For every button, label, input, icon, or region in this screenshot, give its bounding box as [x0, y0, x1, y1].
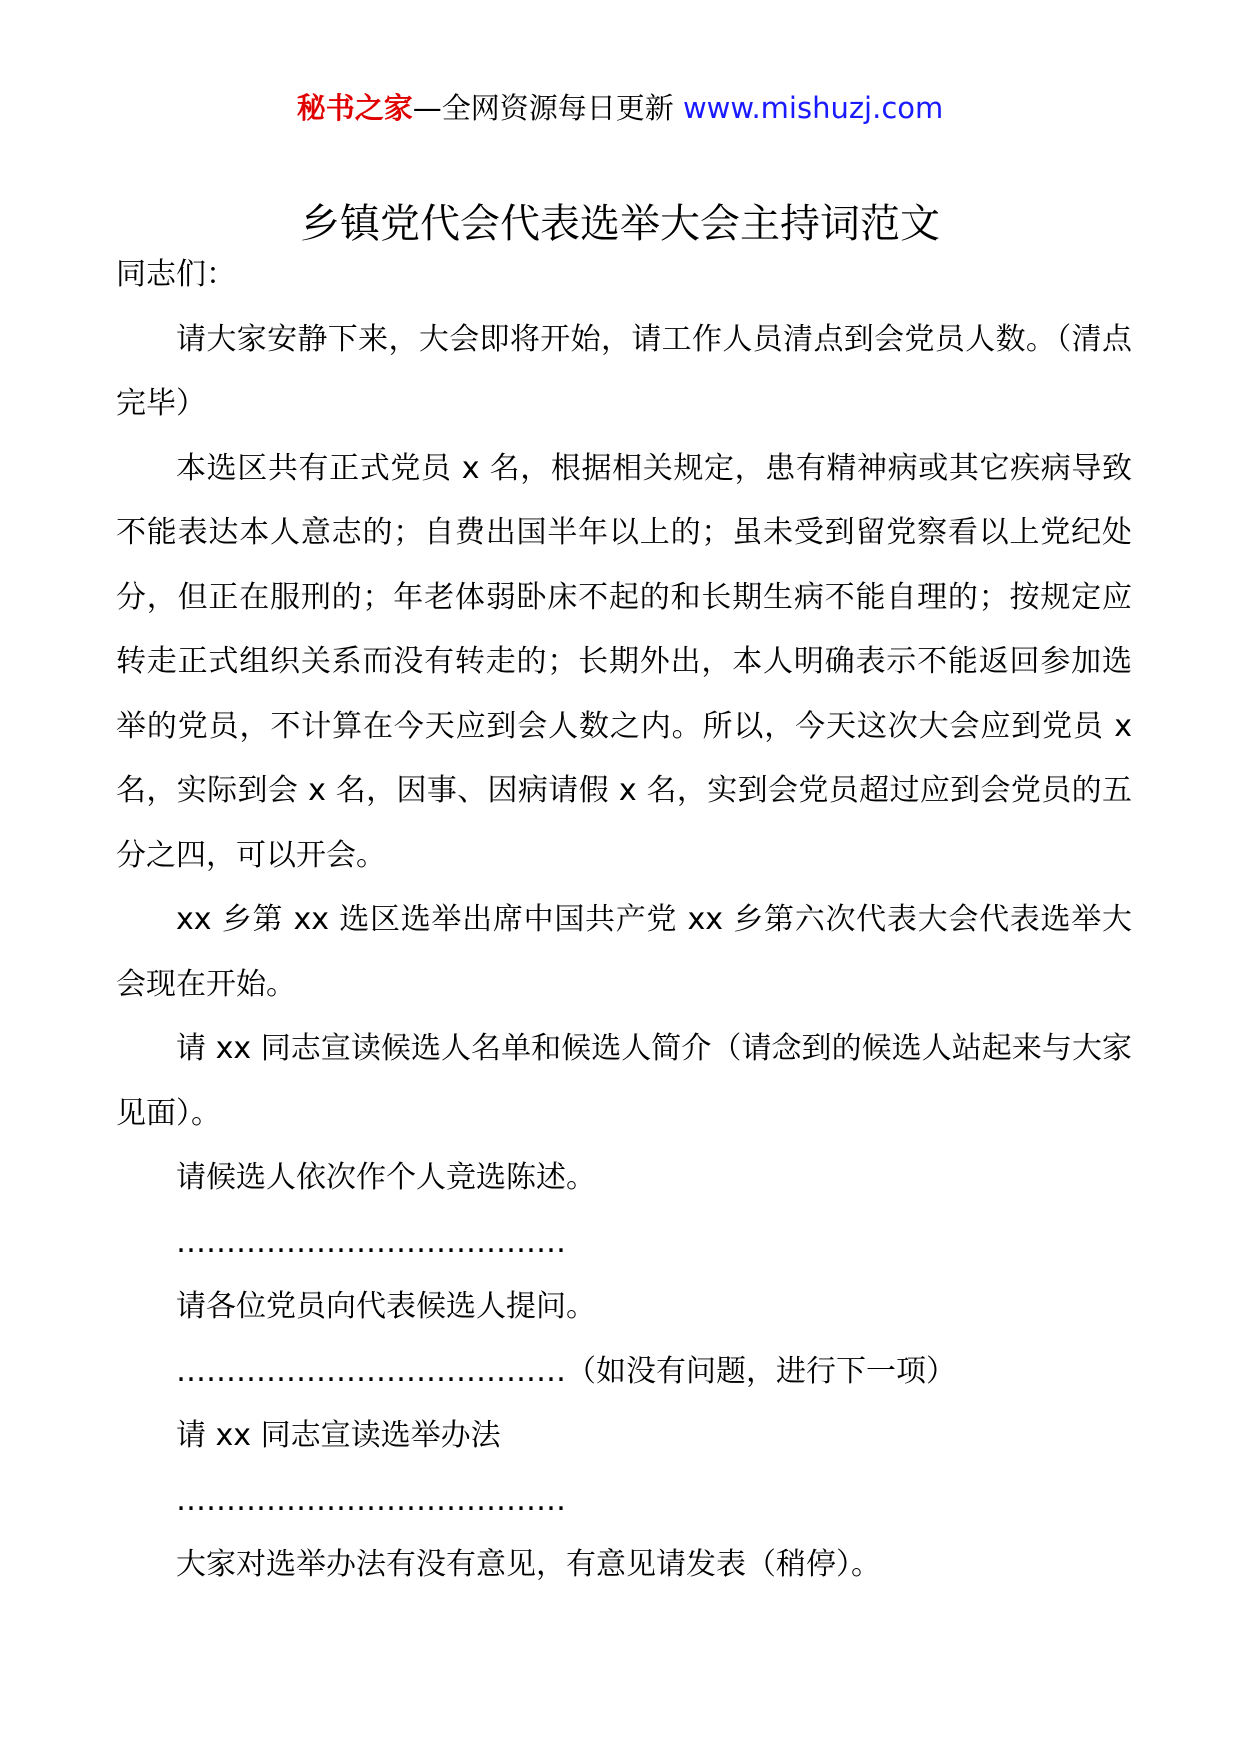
paragraph: 本选区共有正式党员 x 名，根据相关规定，患有精神病或其它疾病导致不能表达本人意志的；自费出国半年以上的；虽未受到留党察看以上党纪处分，但正在服刑的；年老体弱卧床不起的和长期生病不能自理的；按规定应转走正式组织关系而没有转走的；长期外出，本人明确表示不能返回参加选举的党员，不计算在今天应到会人数之内。所以，今天这次大会应到党员 x 名，实际到会 x 名，因事、因病请假 x 名，实到会党员超过应到会党员的五分之四，可以开会。: [116, 450, 1132, 873]
ellipsis-line: …………………………………: [176, 1482, 566, 1518]
site-header: [0, 88, 1240, 128]
ellipsis-line: …………………………………: [176, 1224, 566, 1260]
site-tagline: —全网资源每日更新: [412, 91, 683, 125]
paragraph: 请 xx 同志宣读选举办法: [176, 1418, 501, 1453]
brand-name: 秘书之家: [296, 91, 413, 125]
ellipsis-line: …………………………………（如没有问题，进行下一项）: [176, 1353, 956, 1389]
paragraph: 请 xx 同志宣读候选人名单和候选人简介（请念到的候选人站起来与大家见面）。: [116, 1031, 1132, 1131]
paragraph: 请大家安静下来，大会即将开始，请工作人员清点到会党员人数。（清点完毕）: [116, 321, 1132, 421]
paragraph: 请候选人依次作个人竞选陈述。: [176, 1160, 596, 1195]
salutation: 同志们：: [116, 257, 236, 292]
document-title: 乡镇党代会代表选举大会主持词范文: [300, 201, 940, 247]
paragraph: xx 乡第 xx 选区选举出席中国共产党 xx 乡第六次代表大会代表选举大会现在开始。: [116, 902, 1132, 1002]
paragraph: 大家对选举办法有没有意见，有意见请发表（稍停）。: [176, 1547, 881, 1582]
site-url-link[interactable]: www.mishuzj.com: [682, 91, 944, 125]
paragraph: 请各位党员向代表候选人提问。: [176, 1289, 596, 1324]
document-body: [116, 243, 1132, 1598]
